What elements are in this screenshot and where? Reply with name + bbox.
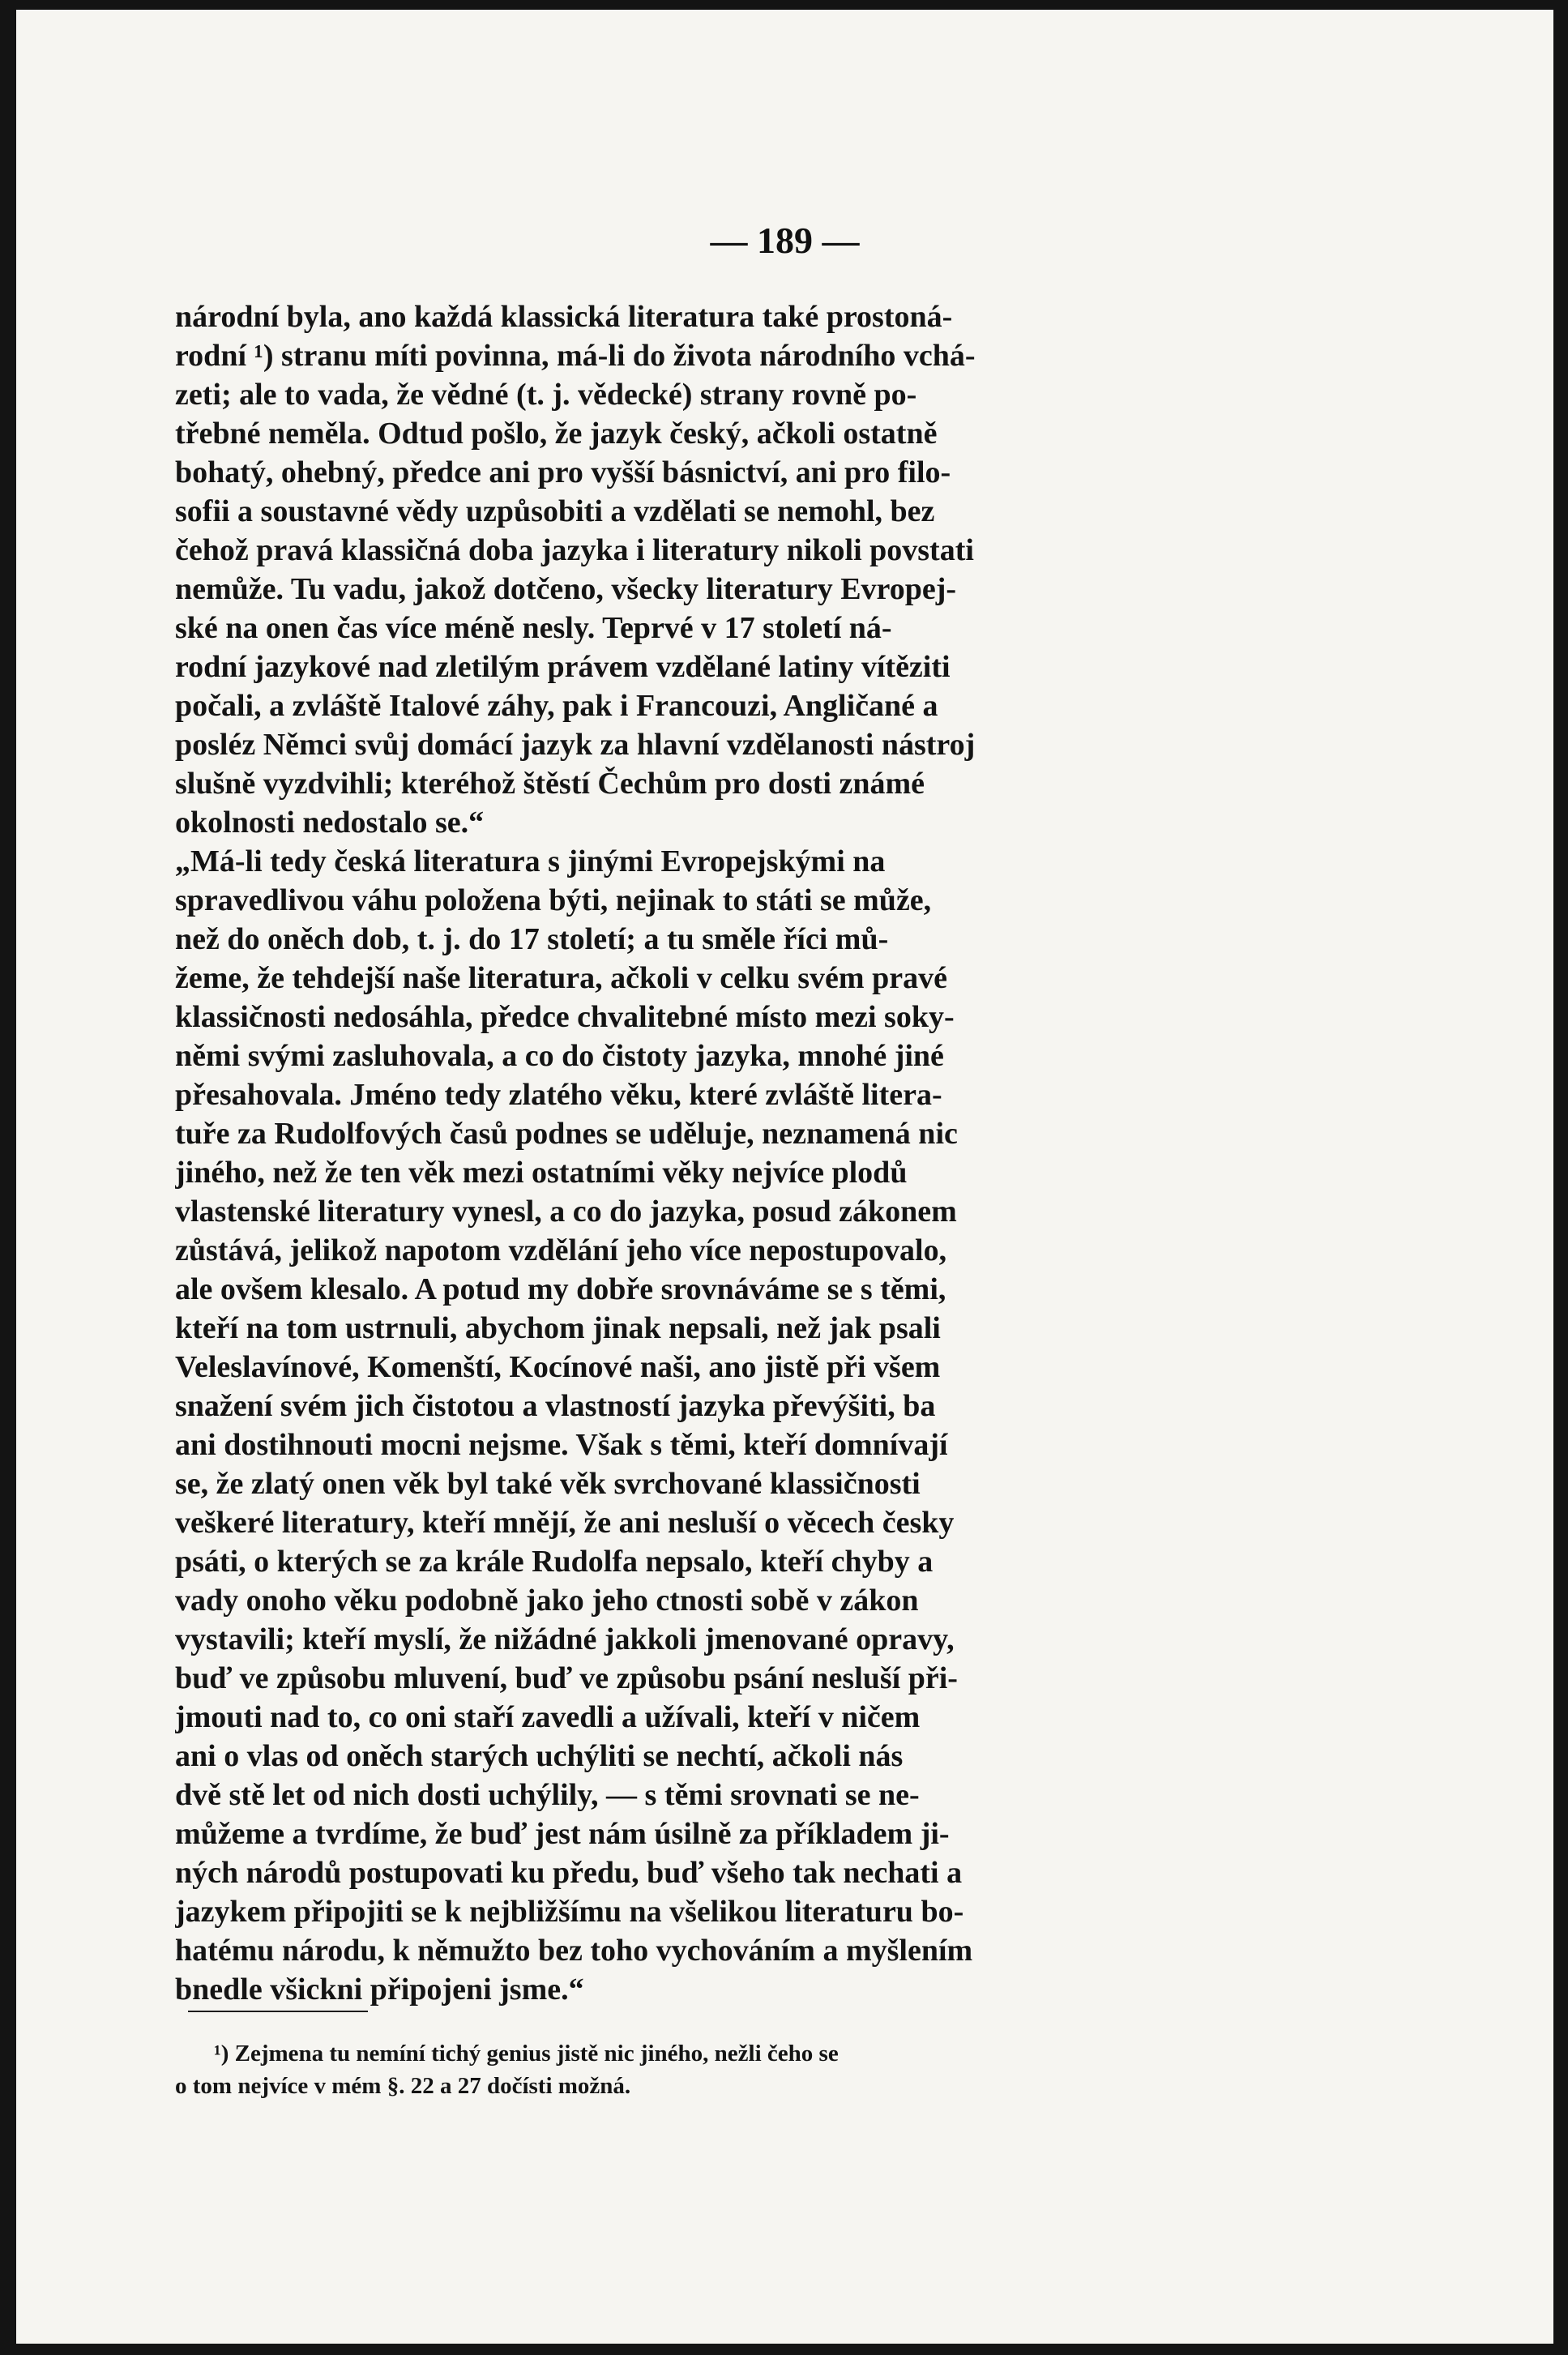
text-line: kteří na tom ustrnuli, abychom jinak nepsali, než jak psali — [175, 1311, 941, 1345]
footnote — [175, 2037, 1216, 2102]
text-line: rodní ¹) stranu míti povinna, má-li do života národního vchá- — [175, 339, 976, 373]
text-line: počali, a zvláště Italové záhy, pak i Francouzi, Angličané a — [175, 689, 938, 723]
text-line: klassičnosti nedosáhla, předce chvalitebné místo mezi soky- — [175, 1000, 955, 1034]
text-line: můžeme a tvrdíme, že buď jest nám úsilně za příkladem ji- — [175, 1817, 950, 1851]
text-line: bnedle všickni připojeni jsme.“ — [175, 1972, 584, 2007]
text-line: němi svými zasluhovala, a co do čistoty jazyka, mnohé jiné — [175, 1039, 944, 1073]
text-line: ale ovšem klesalo. A potud my dobře srovnáváme se s těmi, — [175, 1272, 946, 1306]
text-line: Veleslavínové, Komenští, Kocínové naši, ano jistě při všem — [175, 1350, 941, 1384]
text-line: slušně vyzdvihli; kteréhož štěstí Čechům pro dosti známé — [175, 767, 925, 801]
text-line: posléz Němci svůj domácí jazyk za hlavní vzdělanosti nástroj — [175, 728, 976, 762]
text-line: tuře za Rudolfových časů podnes se uděluje, neznamená nic — [175, 1117, 958, 1151]
page-number: — 189 — — [710, 220, 860, 261]
text-line: spravedlivou váhu položena býti, nejinak to státi se může, — [175, 883, 932, 917]
text-line: bohatý, ohebný, předce ani pro vyšší básnictví, ani pro filo- — [175, 455, 951, 489]
page-sheet — [16, 10, 1553, 2344]
text-line: snažení svém jich čistotou a vlastností jazyka převýšiti, ba — [175, 1389, 936, 1423]
text-line: zůstává, jelikož napotom vzdělání jeho více nepostupovalo, — [175, 1233, 947, 1267]
text-line: nemůže. Tu vadu, jakož dotčeno, všecky literatury Evropej- — [175, 572, 957, 606]
text-line: veškeré literatury, kteří mnějí, že ani nesluší o věcech česky — [175, 1506, 955, 1540]
text-line: ani o vlas od oněch starých uchýliti se nechtí, ačkoli nás — [175, 1739, 904, 1773]
footnote-divider — [188, 2011, 368, 2012]
text-line: čehož pravá klassičná doba jazyka i literatury nikoli povstati — [175, 533, 974, 567]
text-line: okolnosti nedostalo se.“ — [175, 806, 485, 840]
text-line: jazykem připojiti se k nejbližšímu na všelikou literaturu bo- — [175, 1895, 964, 1929]
footnote-line: o tom nejvíce v mém §. 22 a 27 dočísti možná. — [175, 2073, 631, 2099]
text-line: sofii a soustavné vědy uzpůsobiti a vzdělati se nemohl, bez — [175, 494, 935, 528]
text-line: jmouti nad to, co oni staří zavedli a užívali, kteří v ničem — [175, 1700, 921, 1734]
text-line: vady onoho věku podobně jako jeho ctnosti sobě v zákon — [175, 1584, 919, 1618]
text-line: se, že zlatý onen věk byl také věk svrchované klassičnosti — [175, 1467, 921, 1501]
text-line: ných národů postupovati ku předu, buď všeho tak nechati a — [175, 1856, 963, 1890]
text-line: žeme, že tehdejší naše literatura, ačkoli v celku svém pravé — [175, 961, 947, 995]
footnote-line: ¹) Zejmena tu nemíní tichý genius jistě nic jiného, nežli čeho se — [214, 2041, 839, 2067]
text-line: národní byla, ano každá klassická literatura také prostoná- — [175, 300, 953, 334]
text-line: rodní jazykové nad zletilým právem vzdělané latiny vítěziti — [175, 650, 951, 684]
main-text — [175, 297, 1216, 2009]
text-line: vlastenské literatury vynesl, a co do jazyka, posud zákonem — [175, 1195, 957, 1229]
text-line: hatému národu, k němužto bez toho vychováním a myšlením — [175, 1934, 973, 1968]
text-line: přesahovala. Jméno tedy zlatého věku, které zvláště litera- — [175, 1078, 942, 1112]
text-line: než do oněch dob, t. j. do 17 století; a tu směle říci mů- — [175, 922, 889, 956]
text-line: buď ve způsobu mluvení, buď ve způsobu psání nesluší při- — [175, 1661, 958, 1695]
text-line: „Má-li tedy česká literatura s jinými Evropejskými na — [175, 844, 886, 878]
text-line: dvě stě let od nich dosti uchýlily, — s těmi srovnati se ne- — [175, 1778, 920, 1812]
text-line: jiného, než že ten věk mezi ostatními věky nejvíce plodů — [175, 1156, 908, 1190]
text-line: vystavili; kteří myslí, že nižádné jakkoli jmenované opravy, — [175, 1622, 955, 1656]
text-line: zeti; ale to vada, že vědné (t. j. vědecké) strany rovně po- — [175, 378, 917, 412]
text-line: ské na onen čas více méně nesly. Teprvé v 17 století ná- — [175, 611, 892, 645]
text-line: třebné neměla. Odtud pošlo, že jazyk český, ačkoli ostatně — [175, 417, 938, 451]
text-line: ani dostihnouti mocni nejsme. Však s těmi, kteří domnívají — [175, 1428, 948, 1462]
text-line: psáti, o kterých se za krále Rudolfa nepsalo, kteří chyby a — [175, 1545, 934, 1579]
